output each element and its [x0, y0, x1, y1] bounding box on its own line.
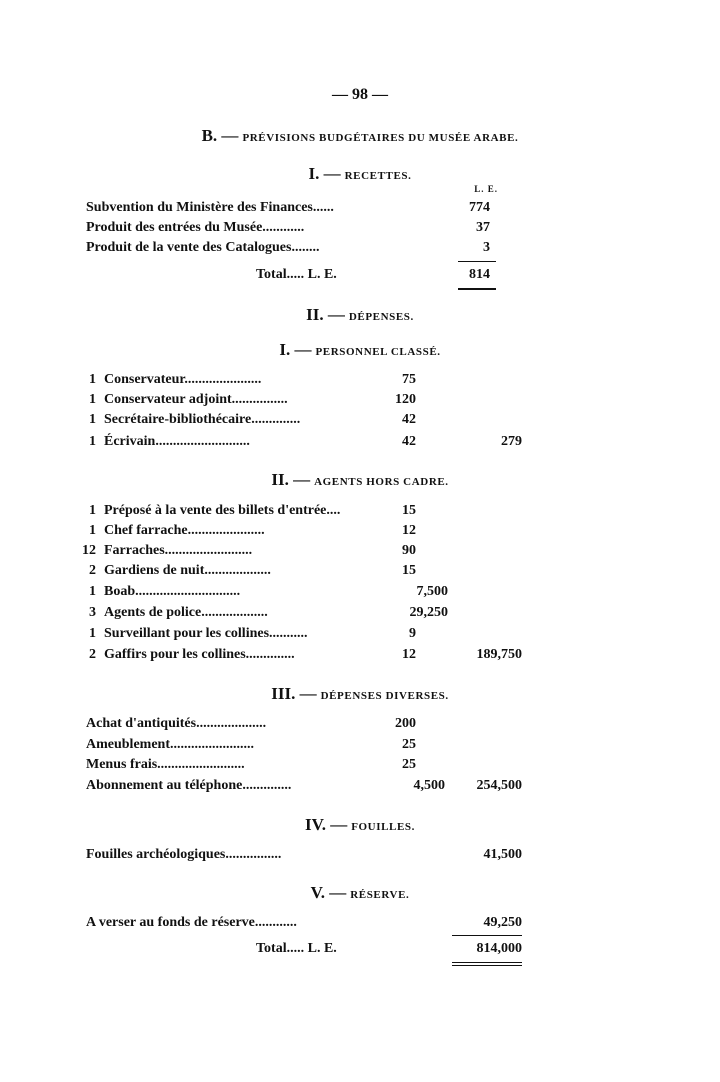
- section-heading-recettes: [0, 164, 720, 184]
- personnel-row: [0, 370, 720, 390]
- row-label: A verser au fonds de réserve............: [86, 915, 297, 930]
- row-quantity: 2: [89, 647, 96, 662]
- row-label: Ameublement........................: [86, 737, 254, 752]
- row-value: 42: [402, 412, 416, 427]
- row-value: 12: [402, 523, 416, 538]
- row-label: Produit de la vente des Catalogues........: [86, 240, 320, 255]
- row-label: Farraches.........................: [104, 543, 253, 558]
- row-value: 25: [402, 757, 416, 772]
- row-value: 774: [469, 200, 490, 215]
- row-value: 42: [402, 434, 416, 449]
- row-quantity: 1: [89, 503, 96, 518]
- total-rule-2: [452, 965, 522, 966]
- reserve-row: [0, 913, 720, 933]
- row-quantity: 2: [89, 563, 96, 578]
- row-label: Produit des entrées du Musée............: [86, 220, 305, 235]
- section-heading-depenses: [0, 305, 720, 325]
- heading-number: V. —: [310, 883, 347, 902]
- agents-row: [0, 624, 720, 644]
- row-value: 12: [402, 647, 416, 662]
- fouilles-row: [0, 845, 720, 865]
- agents-row: [0, 582, 720, 602]
- title-text: PRÉVISIONS BUDGÉTAIRES DU MUSÉE ARABE.: [242, 132, 519, 144]
- heading-text: DÉPENSES DIVERSES.: [320, 690, 449, 702]
- heading-number: IV. —: [305, 815, 348, 834]
- row-quantity: 1: [89, 412, 96, 427]
- row-value: 9: [409, 626, 416, 641]
- row-label: Achat d'antiquités....................: [86, 716, 267, 731]
- personnel-row: [0, 432, 720, 452]
- total-value: 814: [469, 267, 490, 282]
- diverses-row: [0, 735, 720, 755]
- total-value: 814,000: [476, 941, 522, 956]
- row-value: 200: [395, 716, 416, 731]
- heading-number: II. —: [271, 470, 311, 489]
- heading-number: II. —: [306, 305, 345, 324]
- total-rule-1: [452, 962, 522, 963]
- row-value: 15: [402, 503, 416, 518]
- subsection-heading-diverses: [0, 684, 720, 704]
- row-label: Conservateur adjoint................: [104, 392, 288, 407]
- row-quantity: 1: [89, 392, 96, 407]
- diverses-row: [0, 714, 720, 734]
- personnel-row: [0, 390, 720, 410]
- agents-row: [0, 501, 720, 521]
- page-number: — 98 —: [332, 86, 388, 103]
- subsection-heading-agents: [0, 470, 720, 490]
- row-quantity: 1: [89, 584, 96, 599]
- recettes-row: [0, 198, 720, 218]
- row-quantity: 1: [89, 434, 96, 449]
- row-quantity: 1: [89, 626, 96, 641]
- currency-header: L. E.: [474, 184, 498, 194]
- total-double-rule: [458, 288, 496, 290]
- row-subtotal: 189,750: [476, 647, 522, 662]
- subsection-heading-fouilles: [0, 815, 720, 835]
- agents-row: [0, 645, 720, 665]
- row-value: 7,500: [416, 584, 448, 599]
- sum-rule: [458, 261, 496, 262]
- agents-row: [0, 561, 720, 581]
- heading-number: I. —: [308, 164, 341, 183]
- row-label: Boab..............................: [104, 584, 241, 599]
- heading-number: I. —: [279, 340, 312, 359]
- reserve-total-row: [0, 939, 720, 959]
- row-label: Abonnement au téléphone..............: [86, 778, 292, 793]
- row-value: 90: [402, 543, 416, 558]
- sum-rule: [452, 935, 522, 936]
- heading-text: AGENTS HORS CADRE.: [314, 476, 449, 488]
- diverses-row: [0, 776, 720, 796]
- row-value: 25: [402, 737, 416, 752]
- row-label: Subvention du Ministère des Finances......: [86, 200, 334, 215]
- document-title: [0, 126, 720, 146]
- heading-text: RECETTES.: [344, 170, 412, 182]
- row-subtotal: 49,250: [483, 915, 522, 930]
- row-value: 75: [402, 372, 416, 387]
- row-quantity: 3: [89, 605, 96, 620]
- row-label: Fouilles archéologiques................: [86, 847, 282, 862]
- heading-text: PERSONNEL CLASSÉ.: [315, 346, 441, 358]
- heading-number: III. —: [271, 684, 317, 703]
- heading-text: RÉSERVE.: [350, 889, 410, 901]
- row-value: 29,250: [409, 605, 448, 620]
- row-label: Conservateur......................: [104, 372, 262, 387]
- row-value: 37: [476, 220, 490, 235]
- agents-row: [0, 541, 720, 561]
- diverses-row: [0, 755, 720, 775]
- heading-text: DÉPENSES.: [348, 311, 414, 323]
- total-label: Total..... L. E.: [256, 267, 337, 282]
- row-label: Surveillant pour les collines...........: [104, 626, 308, 641]
- row-label: Gaffirs pour les collines..............: [104, 647, 295, 662]
- row-value: 4,500: [413, 778, 445, 793]
- agents-row: [0, 603, 720, 623]
- row-value: 120: [395, 392, 416, 407]
- personnel-row: [0, 410, 720, 430]
- row-subtotal: 41,500: [483, 847, 522, 862]
- row-label: Agents de police...................: [104, 605, 268, 620]
- row-label: Menus frais.........................: [86, 757, 245, 772]
- row-label: Gardiens de nuit...................: [104, 563, 271, 578]
- title-letter: B. —: [201, 126, 239, 145]
- heading-text: FOUILLES.: [351, 821, 415, 833]
- total-label: Total..... L. E.: [256, 941, 337, 956]
- row-label: Chef farrache......................: [104, 523, 265, 538]
- row-label: Secrétaire-bibliothécaire..............: [104, 412, 301, 427]
- row-label: Préposé à la vente des billets d'entrée....: [104, 503, 341, 518]
- recettes-total-row: [0, 265, 720, 285]
- subsection-heading-personnel: [0, 340, 720, 360]
- row-quantity: 12: [82, 543, 96, 558]
- row-subtotal: 254,500: [476, 778, 522, 793]
- recettes-row: [0, 218, 720, 238]
- recettes-row: [0, 238, 720, 258]
- row-label: Écrivain...........................: [104, 434, 250, 449]
- row-subtotal: 279: [501, 434, 522, 449]
- row-value: 15: [402, 563, 416, 578]
- agents-row: [0, 521, 720, 541]
- subsection-heading-reserve: [0, 883, 720, 903]
- row-quantity: 1: [89, 523, 96, 538]
- row-value: 3: [483, 240, 490, 255]
- row-quantity: 1: [89, 372, 96, 387]
